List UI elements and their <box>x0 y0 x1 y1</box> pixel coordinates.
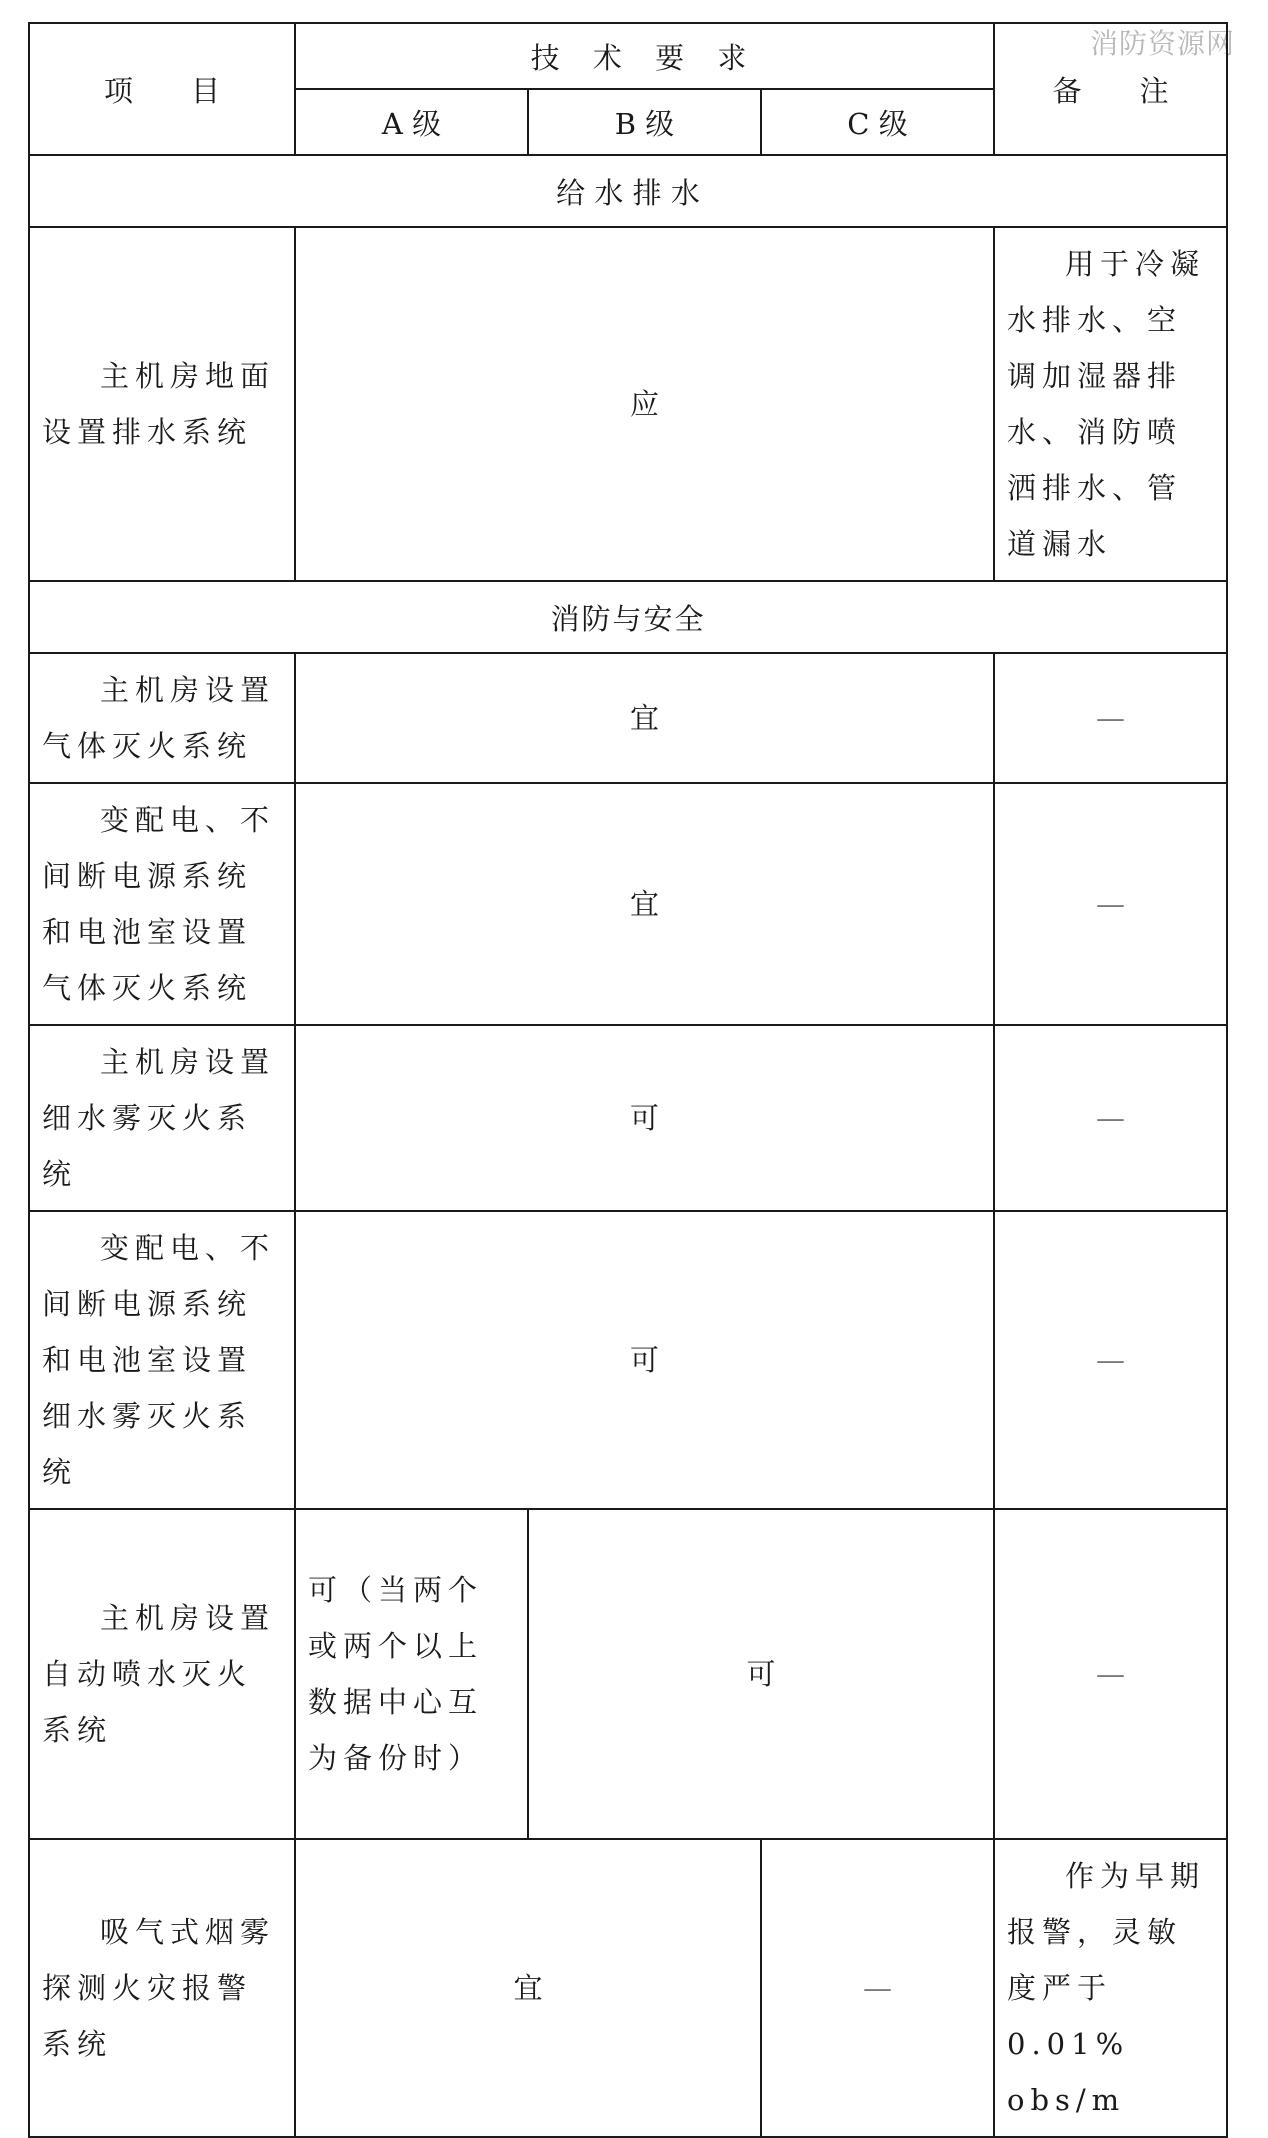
row-item: 主机房设置细水雾灭火系统 <box>29 1025 295 1211</box>
row-value-grade-bc: 可 <box>528 1509 994 1839</box>
row-note: — <box>994 1025 1227 1211</box>
row-value: 宜 <box>295 653 994 783</box>
row-value: 应 <box>295 227 994 581</box>
row-item: 变配电、不间断电源系统和电池室设置气体灭火系统 <box>29 783 295 1025</box>
watermark-text: 消防资源网 <box>1090 27 1236 60</box>
header-item: 项 目 <box>29 23 295 155</box>
requirements-table <box>28 22 1228 2138</box>
header-grade-b: B 级 <box>528 89 761 155</box>
row-value-grade-c: — <box>761 1839 994 2137</box>
row-note: — <box>994 783 1227 1025</box>
header-grade-c: C 级 <box>761 89 994 155</box>
header-tech-requirements: 技 术 要 求 <box>295 23 994 89</box>
header-note: 备 注 <box>994 23 1227 155</box>
row-note: 用于冷凝水排水、空调加湿器排水、消防喷洒排水、管道漏水 <box>994 227 1227 581</box>
row-item: 主机房设置气体灭火系统 <box>29 653 295 783</box>
row-note: — <box>994 1211 1227 1509</box>
row-item: 吸气式烟雾探测火灾报警系统 <box>29 1839 295 2137</box>
row-item: 主机房设置自动喷水灭火系统 <box>29 1509 295 1839</box>
row-note: 作为早期报警，灵敏度严于0.01% obs/m <box>994 1839 1227 2137</box>
header-grade-a: A 级 <box>295 89 528 155</box>
section-water-drainage: 给 水 排 水 <box>29 155 1227 227</box>
row-value: 宜 <box>295 783 994 1025</box>
section-fire-safety: 消防与安全 <box>29 581 1227 653</box>
row-note: — <box>994 653 1227 783</box>
row-value-grade-a: 可（当两个或两个以上数据中心互为备份时） <box>295 1509 528 1839</box>
row-value: 可 <box>295 1211 994 1509</box>
row-note: — <box>994 1509 1227 1839</box>
row-value-grade-ab: 宜 <box>295 1839 761 2137</box>
row-item: 变配电、不间断电源系统和电池室设置细水雾灭火系统 <box>29 1211 295 1509</box>
row-item: 主机房地面设置排水系统 <box>29 227 295 581</box>
row-value: 可 <box>295 1025 994 1211</box>
